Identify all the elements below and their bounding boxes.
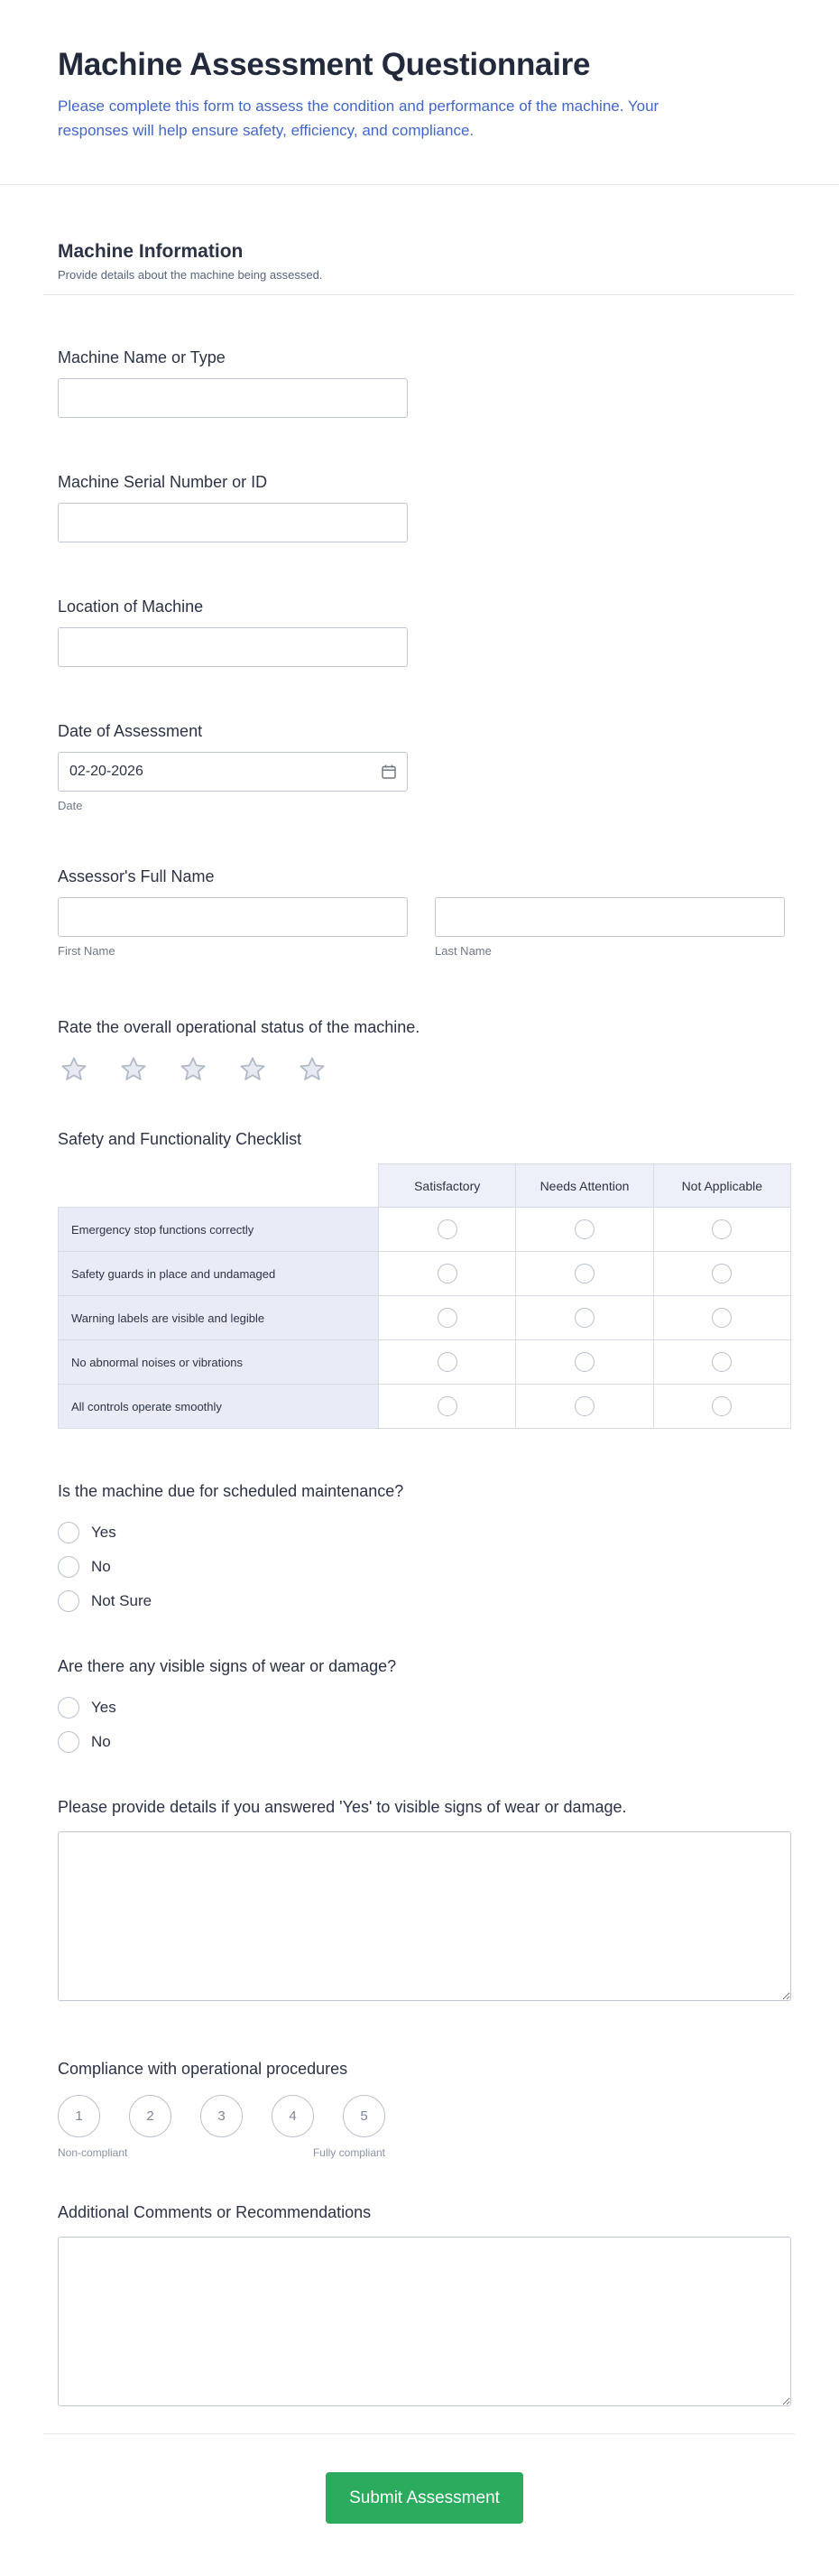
- field-star-rating: [58, 1017, 791, 1086]
- radio-button[interactable]: [575, 1352, 595, 1372]
- calendar-icon[interactable]: [380, 763, 398, 781]
- comments-label: Additional Comments or Recommendations: [58, 2203, 372, 2221]
- radio-button[interactable]: [58, 1590, 79, 1612]
- option-label: No: [91, 1558, 111, 1575]
- table-row: [59, 1385, 791, 1429]
- radio-button[interactable]: [438, 1308, 457, 1328]
- form-container: [0, 0, 839, 143]
- checklist-row-label: Safety guards in place and undamaged: [59, 1252, 379, 1296]
- machine-name-label: Machine Name or Type: [58, 348, 226, 366]
- star-icon[interactable]: [117, 1053, 150, 1086]
- option-label: Yes: [91, 1524, 116, 1541]
- scale-option-5[interactable]: 5: [343, 2095, 385, 2137]
- section-subtitle: Provide details about the machine being assessed.: [58, 268, 323, 282]
- radio-button[interactable]: [58, 1522, 79, 1543]
- date-sublabel: Date: [58, 799, 83, 812]
- star-icon[interactable]: [236, 1053, 269, 1086]
- star-icon[interactable]: [296, 1053, 328, 1086]
- date-input[interactable]: [58, 752, 408, 792]
- comments-textarea[interactable]: [58, 2237, 791, 2406]
- radio-button[interactable]: [575, 1396, 595, 1416]
- radio-option[interactable]: [58, 1584, 791, 1618]
- location-input[interactable]: [58, 627, 408, 667]
- scale-option-4[interactable]: 4: [272, 2095, 314, 2137]
- serial-number-label: Machine Serial Number or ID: [58, 473, 268, 491]
- checklist-header-row: [59, 1164, 791, 1208]
- radio-button[interactable]: [438, 1264, 457, 1283]
- radio-option[interactable]: [58, 1691, 791, 1725]
- field-wear: [58, 1656, 791, 1759]
- table-row: [59, 1252, 791, 1296]
- star-rating-label: Rate the overall operational status of the machine.: [58, 1018, 420, 1036]
- field-maintenance: [58, 1481, 791, 1618]
- scale-option-3[interactable]: 3: [200, 2095, 243, 2137]
- radio-button[interactable]: [58, 1731, 79, 1753]
- field-wear-details: [58, 1797, 791, 2001]
- section-title: Machine Information: [58, 241, 244, 262]
- checklist-table: [58, 1163, 791, 1429]
- option-label: No: [91, 1733, 111, 1750]
- footer-divider: [43, 2433, 795, 2434]
- last-name-sublabel: Last Name: [435, 944, 492, 958]
- table-row: [59, 1296, 791, 1340]
- scale-min-label: Non-compliant: [58, 2146, 128, 2159]
- first-name-input[interactable]: [58, 897, 408, 937]
- checklist-corner-cell: [59, 1164, 379, 1208]
- checklist-row-label: Emergency stop functions correctly: [59, 1208, 379, 1252]
- checklist-column-header: Not Applicable: [653, 1164, 790, 1208]
- serial-number-input[interactable]: [58, 503, 408, 542]
- field-serial-number: [58, 472, 791, 542]
- compliance-scale: [58, 2095, 791, 2137]
- radio-button[interactable]: [575, 1219, 595, 1239]
- field-assessor-name: [58, 866, 791, 958]
- radio-button[interactable]: [712, 1264, 732, 1283]
- scale-max-label: Fully compliant: [312, 2146, 385, 2159]
- radio-button[interactable]: [575, 1264, 595, 1283]
- assessor-name-label: Assessor's Full Name: [58, 867, 215, 885]
- location-label: Location of Machine: [58, 598, 204, 616]
- first-name-sublabel: First Name: [58, 944, 115, 958]
- form-subtitle: Please complete this form to assess the condition and performance of the machine. Your responses will help ensure safety, efficiency, and compliance.: [58, 97, 659, 139]
- header-divider: [0, 184, 839, 185]
- radio-option[interactable]: [58, 1515, 791, 1550]
- star-icon[interactable]: [58, 1053, 90, 1086]
- date-label: Date of Assessment: [58, 722, 203, 740]
- field-compliance: [58, 2059, 791, 2159]
- radio-button[interactable]: [58, 1697, 79, 1719]
- compliance-label: Compliance with operational procedures: [58, 2060, 348, 2078]
- maintenance-label: Is the machine due for scheduled maintenance?: [58, 1482, 404, 1500]
- radio-option[interactable]: [58, 1725, 791, 1759]
- checklist-row-label: Warning labels are visible and legible: [59, 1296, 379, 1340]
- table-row: [59, 1208, 791, 1252]
- machine-name-input[interactable]: [58, 378, 408, 418]
- field-location: [58, 597, 791, 667]
- checklist-row-label: No abnormal noises or vibrations: [59, 1340, 379, 1385]
- scale-option-1[interactable]: 1: [58, 2095, 100, 2137]
- wear-label: Are there any visible signs of wear or damage?: [58, 1657, 397, 1675]
- star-icon[interactable]: [177, 1053, 209, 1086]
- radio-button[interactable]: [712, 1396, 732, 1416]
- submit-button[interactable]: Submit Assessment: [326, 2472, 523, 2524]
- radio-button[interactable]: [712, 1219, 732, 1239]
- last-name-input[interactable]: [435, 897, 785, 937]
- radio-button[interactable]: [575, 1308, 595, 1328]
- star-rating-control: [58, 1053, 791, 1086]
- radio-option[interactable]: [58, 1550, 791, 1584]
- option-label: Not Sure: [91, 1592, 152, 1609]
- checklist-column-header: Satisfactory: [379, 1164, 516, 1208]
- field-comments: [58, 2202, 791, 2406]
- field-machine-name: [58, 347, 791, 418]
- radio-button[interactable]: [712, 1308, 732, 1328]
- wear-details-textarea[interactable]: [58, 1831, 791, 2001]
- radio-button[interactable]: [438, 1219, 457, 1239]
- checklist-row-label: All controls operate smoothly: [59, 1385, 379, 1429]
- option-label: Yes: [91, 1699, 116, 1716]
- section-divider: [43, 294, 795, 295]
- field-date: [58, 721, 791, 812]
- section-header: [58, 241, 791, 295]
- table-row: [59, 1340, 791, 1385]
- checklist-label: Safety and Functionality Checklist: [58, 1130, 302, 1148]
- page-title: Machine Assessment Questionnaire: [58, 47, 591, 82]
- radio-button[interactable]: [438, 1352, 457, 1372]
- checklist-column-header: Needs Attention: [516, 1164, 653, 1208]
- radio-button[interactable]: [438, 1396, 457, 1416]
- field-checklist: [58, 1129, 791, 1429]
- radio-button[interactable]: [58, 1556, 79, 1578]
- radio-button[interactable]: [712, 1352, 732, 1372]
- wear-details-label: Please provide details if you answered 'Yes' to visible signs of wear or damage.: [58, 1798, 627, 1816]
- submit-area: [58, 2472, 791, 2571]
- scale-option-2[interactable]: 2: [129, 2095, 171, 2137]
